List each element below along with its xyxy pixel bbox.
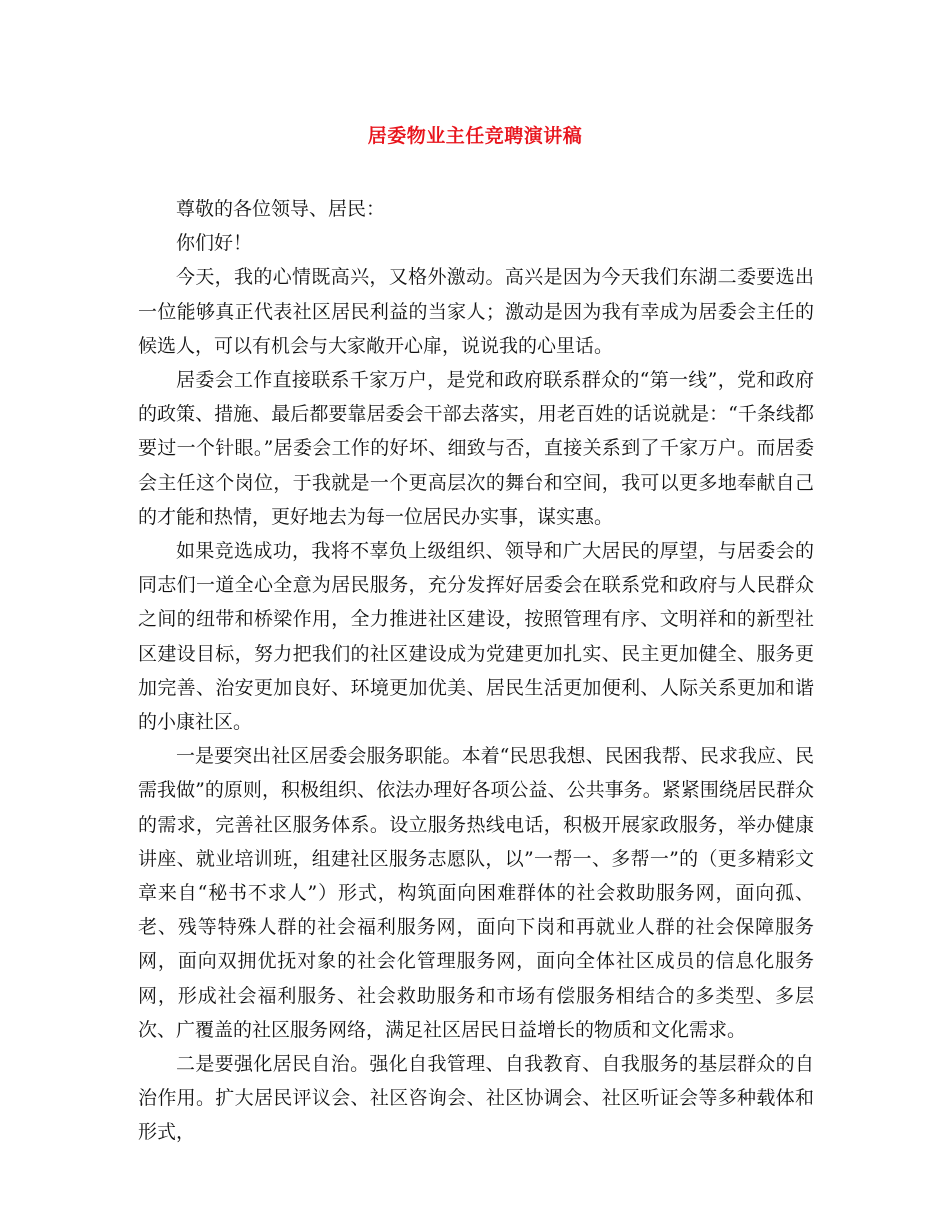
greeting-paragraph: 你们好！ [176, 232, 253, 255]
body-paragraph: 二是要强化居民自治。强化自我管理、自我教育、自我服务的基层群众的自治作用。扩大居民评议会、社区咨询会、社区协调会、社区听证会等多种载体和形式， [138, 1053, 814, 1144]
body-paragraph: 今天，我的心情既高兴，又格外激动。高兴是因为今天我们东湖二委要选出一位能够真正代表社区居民利益的当家人；激动是因为我有幸成为居委会主任的候选人，可以有机会与大家敞开心扉，说说我的心里话。 [138, 266, 814, 357]
body-paragraph: 居委会工作直接联系千家万户，是党和政府联系群众的“第一线”，党和政府的政策、措施、最后都要靠居委会干部去落实，用老百姓的话说就是：“千条线都要过一个针眼。”居委会工作的好坏、细致与否，直接关系到了千家万户。而居委会主任这个岗位，于我就是一个更高层次的舞台和空间，我可以更多地奉献自己的才能和热情，更好地去为每一位居民办实事，谋实惠。 [138, 369, 814, 528]
body-paragraph: 如果竞选成功，我将不辜负上级组织、领导和广大居民的厚望，与居委会的同志们一道全心全意为居民服务，充分发挥好居委会在联系党和政府与人民群众之间的纽带和桥梁作用，全力推进社区建设，按照管理有序、文明祥和的新型社区建设目标，努力把我们的社区建设成为党建更加扎实、民主更加健全、服务更加完善、治安更加良好、环境更加优美、居民生活更加便利、人际关系更加和谐的小康社区。 [138, 540, 814, 734]
document-title: 居委物业主任竞聘演讲稿 [367, 125, 583, 147]
document-body [138, 192, 814, 1150]
salutation-paragraph: 尊敬的各位领导、居民： [176, 198, 386, 220]
body-paragraph: 一是要突出社区居委会服务职能。本着“民思我想、民困我帮、民求我应、民需我做”的原则，积极组织、依法办理好各项公益、公共事务。紧紧围绕居民群众的需求，完善社区服务体系。设立服务热线电话，积极开展家政服务，举办健康讲座、就业培训班，组建社区服务志愿队，以”一帮一、多帮一”的（更多精彩文章来自“秘书不求人”）形式，构筑面向困难群体的社会救助服务网，面向孤、老、残等特殊人群的社会福利服务网，面向下岗和再就业人群的社会保障服务网，面向双拥优抚对象的社会化管理服务网，面向全体社区成员的信息化服务网，形成社会福利服务、社会救助服务和市场有偿服务相结合的多类型、多层次、广覆盖的社区服务网络，满足社区居民日益增长的物质和文化需求。 [138, 745, 814, 1041]
